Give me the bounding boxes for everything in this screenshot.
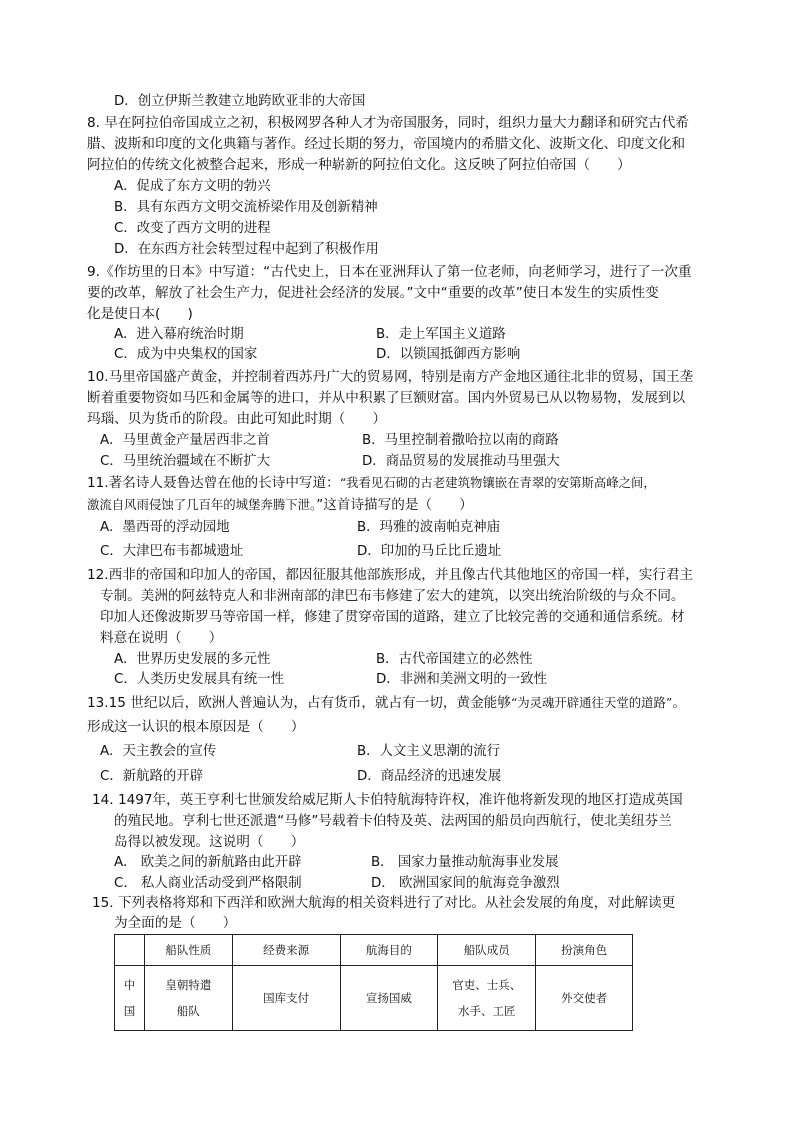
q13-option-c: C．新航路的开辟: [100, 769, 204, 784]
q9-stem-line-1: 9.《作坊里的日本》中写道：“古代史上，日本在亚洲拜认了第一位老师，向老师学习，进行了一次重: [87, 264, 692, 280]
purpose-cell: 宣扬国威: [340, 966, 438, 1031]
q11-poem-quote-1: “我看见石砌的古老建筑物镶嵌在青翠的安第斯高峰之间，: [339, 475, 656, 490]
nature-cell: [144, 966, 232, 1031]
row-label-cell: [115, 966, 145, 1031]
q13-stem-line-1: [87, 694, 686, 712]
q9-option-c: C．成为中央集权的国家: [114, 347, 258, 362]
q11-poem-quote-2: 激流自风雨侵蚀了几百年的城堡奔腾下泄。: [87, 497, 317, 512]
q12-option-b: B．古代帝国建立的必然性: [376, 652, 533, 667]
table-header-cell: 船队性质: [144, 935, 232, 966]
table-row: [115, 966, 633, 1031]
q12-stem-line-3: 印加人还像波斯罗马等帝国一样，修建了贯穿帝国的道路，建立了比较完善的交通和通信系统。材: [100, 609, 685, 625]
table-header-cell: [115, 935, 145, 966]
q15-stem-line-2: 为全面的是（ ）: [114, 915, 237, 931]
q14-option-d: D． 欧洲国家间的航海竞争激烈: [371, 876, 560, 891]
q10-option-a: A．马里黄金产量居西非之首: [100, 433, 270, 448]
q11-option-b: B．玛雅的波南帕克神庙: [357, 520, 501, 535]
q13-option-b: B．人文主义思潮的流行: [357, 744, 501, 759]
q10-option-b: B．马里控制着撒哈拉以南的商路: [362, 433, 559, 448]
q13-stem-line-2: 形成这一认识的根本原因是（ ）: [87, 719, 305, 735]
q10-stem-line-1: 10.马里帝国盛产黄金，并控制着西苏丹广大的贸易网，特别是南方产金地区通往北非的贸易，国王垄: [87, 369, 694, 385]
members-line: 官吏、士兵、: [452, 978, 522, 992]
funding-cell: 国库支付: [232, 966, 340, 1031]
row-label-line: 国: [123, 1004, 136, 1018]
q10-stem-line-2: 断着重要物资如马匹和金属等的进口，并从中积累了巨额财富。国内外贸易已从以物易物，发展到以: [87, 390, 686, 406]
members-cell: [438, 966, 536, 1031]
q8-stem-line-1: 8. 早在阿拉伯帝国成立之初，积极网罗各种人才为帝国服务，同时，组织力量大力翻译和研究古代希: [87, 115, 689, 131]
table-header-cell: 船队成员: [438, 935, 536, 966]
q8-option-d: D．在东西方社会转型过程中起到了积极作用: [114, 242, 379, 257]
nature-line: 皇朝特遣: [165, 978, 212, 992]
q12-stem-line-1: 12.西非的帝国和印加人的帝国，都因征服其他部族形成，并且像古代其他地区的帝国一样，实行君主: [87, 567, 694, 583]
q14-stem-line-2: 的殖民地。亨利七世还派遣“马修”号载着卡伯特及英、法两国的船员向西航行，使北美纽芬兰: [114, 813, 672, 829]
q11-stem-line-1: [87, 474, 656, 492]
q13-stem-lead: 13.15 世纪以后，欧洲人普遍认为，占有货币，就占有一切，黄金能够: [87, 695, 511, 711]
q9-option-a: A．进入幕府统治时期: [114, 327, 244, 342]
q8-option-b: B．具有东西方文明交流桥梁作用及创新精神: [114, 200, 378, 215]
row-label-line: 中: [123, 978, 136, 992]
q8-option-a: A．促成了东方文明的勃兴: [114, 179, 271, 194]
q15-stem-line-1: 15. 下列表格将郑和下西洋和欧洲大航海的相关资料进行了对比。从社会发展的角度，对此解读更: [92, 895, 676, 911]
nature-line: 船队: [176, 1004, 200, 1018]
q11-stem-tail: ”这首诗描写的是（ ）: [316, 497, 473, 513]
q10-stem-line-3: 玛瑙、贝为货币的阶段。由此可知此时期（ ）: [87, 411, 387, 427]
q11-option-c: C．大津巴布韦都城遗址: [100, 544, 244, 559]
members-line: 水手、工匠: [457, 1004, 516, 1018]
q8-stem-line-2: 腊、波斯和印度的文化典籍与著作。经过长期的努力，帝国境内的希腊文化、波斯文化、印度文化和: [87, 136, 686, 152]
q9-option-b: B．走上军国主义道路: [376, 327, 506, 342]
q11-option-a: A．墨西哥的浮动园地: [100, 520, 230, 535]
q8-stem-line-3: 阿拉伯的传统文化被整合起来，形成一种崭新的阿拉伯文化。这反映了阿拉伯帝国（ ）: [87, 157, 631, 173]
q9-option-d: D．以锁国抵御西方影响: [376, 347, 521, 362]
q13-option-a: A．天主教会的宣传: [100, 744, 217, 759]
q11-option-d: D．印加的马丘比丘遗址: [357, 544, 502, 559]
q10-option-c: C．马里统治疆域在不断扩大: [100, 454, 271, 469]
q12-stem-line-4: 料意在说明（ ）: [100, 630, 223, 646]
q11-stem-lead: 11.著名诗人聂鲁达曾在他的长诗中写道：: [87, 475, 340, 491]
table-header-row: [115, 935, 633, 966]
q13-stem-period: 。: [672, 695, 686, 711]
q12-stem-line-2: 专制。美洲的阿兹特克人和非洲南部的津巴布韦修建了宏大的建筑，以突出统治阶级的与众不同。: [100, 588, 685, 604]
table-header-cell: 扮演角色: [536, 935, 633, 966]
q13-option-d: D．商品经济的迅速发展: [357, 769, 502, 784]
q9-stem-line-2: 要的改革，解放了社会生产力，促进社会经济的发展。”文中“重要的改革”使日本发生的实质性变: [87, 285, 659, 301]
q9-stem-line-3: 化是使日本( ): [87, 306, 193, 322]
q11-stem-line-2: [87, 496, 473, 514]
q12-option-a: A．世界历史发展的多元性: [114, 652, 271, 667]
q14-stem-line-1: 14. 1497年，英王亨利七世颁发给威尼斯人卡伯特航海特许权，准许他将新发现的地区打造成英国: [92, 792, 683, 808]
voyage-comparison-table: [114, 934, 633, 1031]
q8-option-c: C．改变了西方文明的进程: [114, 221, 271, 236]
q14-option-b: B． 国家力量推动航海事业发展: [371, 855, 559, 870]
q14-stem-line-3: 岛得以被发现。这说明（ ）: [114, 834, 305, 850]
q12-option-d: D．非洲和美洲文明的一致性: [376, 672, 547, 687]
role-cell: 外交使者: [536, 966, 633, 1031]
q14-option-a: A． 欧美之间的新航路由此开辟: [114, 855, 302, 870]
table-header-cell: 航海目的: [340, 935, 438, 966]
q13-quote: “为灵魂开辟通往天堂的道路”: [510, 695, 673, 710]
q14-option-c: C． 私人商业活动受到严格限制: [114, 876, 302, 891]
table-header-cell: 经费来源: [232, 935, 340, 966]
q10-option-d: D．商品贸易的发展推动马里强大: [362, 454, 560, 469]
q12-option-c: C．人类历史发展具有统一性: [114, 672, 285, 687]
q7-option-d: D．创立伊斯兰教建立地跨欧亚非的大帝国: [114, 94, 366, 109]
